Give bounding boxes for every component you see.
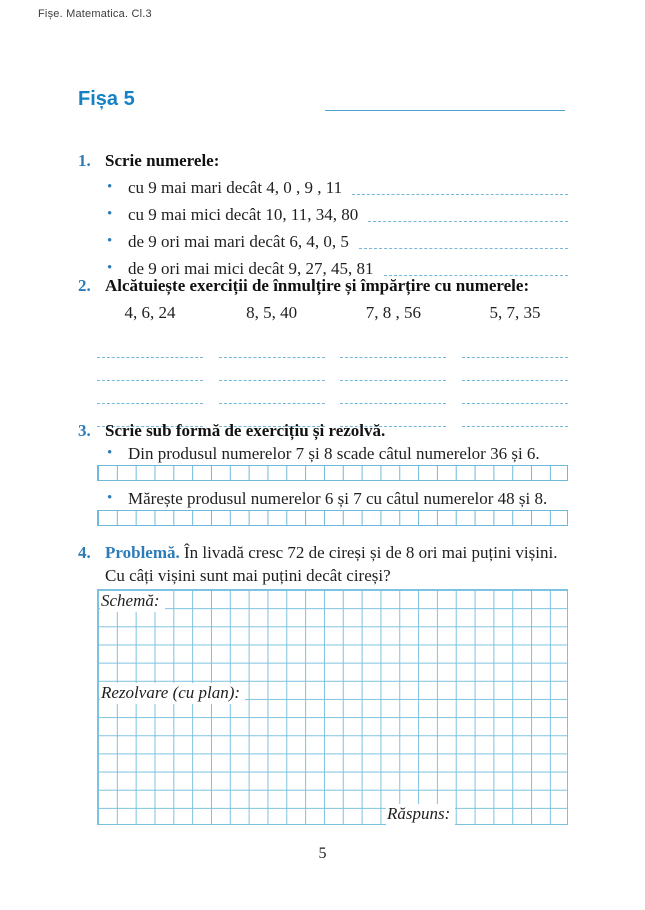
answer-dashed-line: [462, 380, 568, 381]
name-blank-line: [325, 96, 565, 111]
answer-cells-strip: [97, 510, 568, 526]
bullet-icon: •: [107, 179, 113, 195]
problem-label: Problemă.: [105, 543, 180, 562]
answer-dashed-line: [219, 403, 325, 404]
section-3-heading: 3. Scrie sub formă de exercițiu și rezolvă.: [78, 421, 386, 440]
section-2: [78, 275, 568, 427]
list-item: • Mărește produsul numerelor 6 și 7 cu câtul numerelor 48 și 8.: [107, 489, 548, 508]
dash-row: [97, 358, 568, 381]
section-number: 1.: [78, 151, 91, 170]
section-4: [78, 541, 568, 825]
problem-text: În livadă cresc 72 de cireși și de 8 ori mai puțini vișini. Cu câți vișini sunt mai puțini decât cireși?: [105, 543, 558, 585]
rezolvare-label: Rezolvare (cu plan):: [100, 683, 245, 704]
dash-row: [97, 335, 568, 358]
answer-dash-grid: [97, 335, 568, 427]
section-3: [78, 420, 568, 526]
answer-cells-strip: [97, 465, 568, 481]
list-item: • cu 9 mai mici decât 10, 11, 34, 80: [78, 201, 568, 228]
list-item: • de 9 ori mai mari decât 6, 4, 0, 5: [78, 228, 568, 255]
raspuns-label: Răspuns:: [386, 804, 455, 825]
squared-work-grid: [97, 589, 568, 825]
problem-statement: [78, 541, 568, 587]
dash-row: [97, 381, 568, 404]
number-group: 7, 8 , 56: [365, 303, 421, 322]
answer-dashed-line: [359, 248, 568, 249]
answer-dashed-line: [219, 380, 325, 381]
number-group: 4, 6, 24: [124, 303, 176, 322]
answer-dashed-line: [368, 221, 568, 222]
bullet-icon: •: [107, 490, 113, 506]
answer-dashed-line: [462, 403, 568, 404]
section-1: [78, 150, 568, 282]
schema-label: Schemă:: [100, 591, 165, 612]
page-number: 5: [318, 845, 327, 862]
list-item: • de 9 ori mai mici decât 9, 27, 45, 81: [78, 255, 568, 282]
list-item: • cu 9 mai mari decât 4, 0 , 9 , 11: [78, 174, 568, 201]
number-groups-row: [97, 301, 568, 325]
section-number: 2.: [78, 276, 91, 295]
answer-dashed-line: [97, 380, 203, 381]
answer-dashed-line: [340, 357, 446, 358]
section-number: 3.: [78, 421, 91, 440]
section-1-heading: 1. Scrie numerele:: [78, 151, 220, 170]
answer-dashed-line: [462, 357, 568, 358]
answer-dashed-line: [352, 194, 568, 195]
bullet-icon: •: [107, 445, 113, 461]
answer-dashed-line: [340, 380, 446, 381]
number-group: 5, 7, 35: [489, 303, 541, 322]
answer-dashed-line: [340, 403, 446, 404]
bullet-icon: •: [107, 260, 113, 276]
section-number: 4.: [78, 543, 91, 562]
page-header-tag: Fișe. Matematica. Cl.3: [38, 8, 152, 20]
section-2-heading: 2. Alcătuiește exerciții de înmulțire și împărțire cu numerele:: [78, 276, 530, 295]
answer-dashed-line: [97, 357, 203, 358]
answer-dashed-line: [97, 403, 203, 404]
worksheet-title: Fișa 5: [78, 88, 135, 110]
number-group: 8, 5, 40: [246, 303, 298, 322]
list-item: • Din produsul numerelor 7 și 8 scade câtul numerelor 36 și 6.: [107, 444, 540, 463]
answer-dashed-line: [219, 357, 325, 358]
bullet-icon: •: [107, 233, 113, 249]
bullet-icon: •: [107, 206, 113, 222]
